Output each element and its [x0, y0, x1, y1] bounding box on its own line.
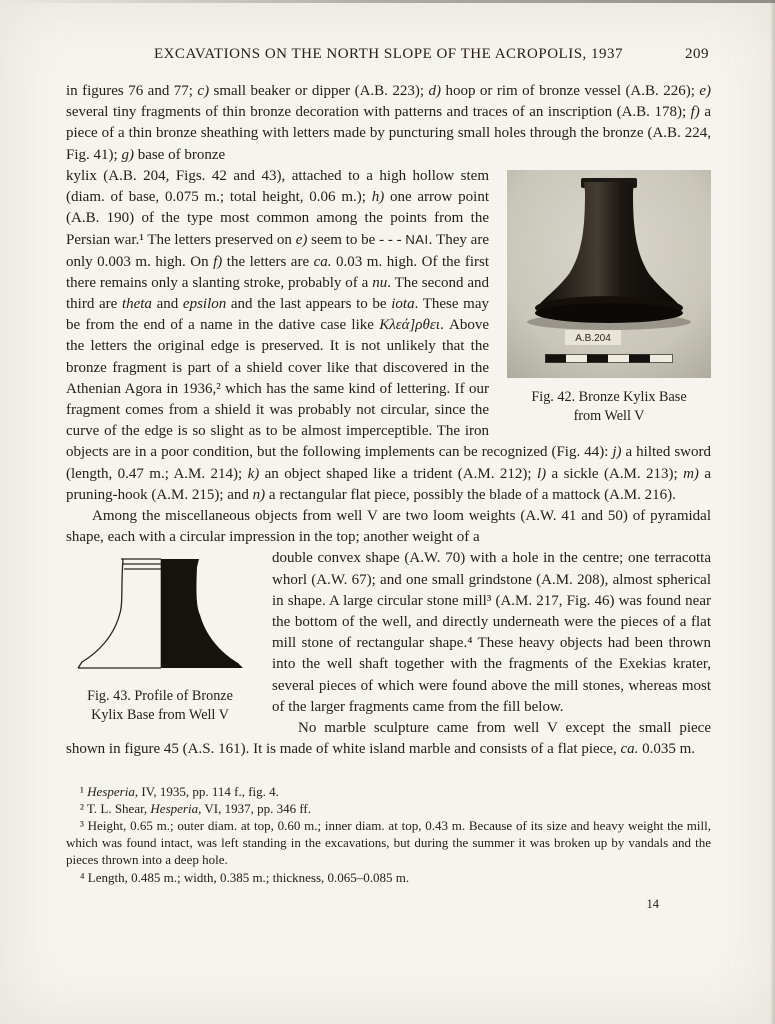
paragraph-4: double convex shape (A.W. 70) with a hole in the centre; one terracotta whorl (A.W. 67); and one small grindstone (A.M. 208), almost spherical in shape. A large circular stone mill³ (A.M. 217, Fig. 46) was found near the bottom of the well, and directly underneath were the pieces of a flat mill stone of rectangular shape.⁴ These heavy objects had been thrown into the well shaft together with the fragments of the Exekias krater, several pieces of which were found above the mill stones, whereas most of the larger fragments came from the fill below.	[272, 550, 711, 715]
paragraph-2: kylix (A.B. 204, Figs. 42 and 43), attached to a high hollow stem (diam. of base, 0.075 m.; total height, 0.06 m.); h) one arrow point (A.B. 190) of the type most common among the points from the Persian war.¹ The letters preserved on e) seem to be - - - ΝΑΙ. They are only 0.003 m. high. On f) the letters are ca. 0.03 m. high. Of the first there remains only a slanting stroke, probably of a nu. The second and third are theta and epsilon and the last appears to be iota. These may be from the end of a name in the dative case like Κλεά]ρθει. Above the letters the original edge is preserved. It is not unlikely that the bronze fragment is part of a shield cover like that discovered in the Athenian Agora in 1936,² which has the same kind of lettering. If our fragment comes from a shield it was probably not circular, since the curve of the edge is so slight as to be almost imperceptible. The iron objects are in a poor condition, but the following implements can be recognized (Fig. 44): j) a hilted sword (length, 0.47 m.; A.M. 214); k) an object shaped like a trident (A.M. 212); l) a sickle (A.M. 213); m) a pruning-hook (A.M. 215); and n) a rectangular flat piece, possibly the blade of a mattock (A.M. 216).	[66, 167, 711, 503]
footnote-2: ² T. L. Shear, Hesperia, VI, 1937, pp. 346 ff.	[80, 800, 311, 816]
photo-scale-bar	[545, 354, 673, 363]
fig42-caption-line1: Fig. 42. Bronze Kylix Base	[531, 388, 687, 405]
page-number: 209	[685, 46, 709, 62]
figure-42	[507, 170, 711, 426]
page-title: EXCAVATIONS ON THE NORTH SLOPE OF THE ACROPOLIS, 1937	[153, 46, 624, 62]
paragraph-3: Among the miscellaneous objects from well V are two loom weights (A.W. 41 and 50) of pyramidal shape, each with a circular impression in the top; another weight of a	[66, 508, 711, 546]
fig42-caption-line2: from Well V	[573, 407, 645, 424]
profile-section-right	[161, 559, 243, 668]
footnote-4: ⁴ Length, 0.485 m.; width, 0.385 m.; thickness, 0.065–0.085 m.	[80, 869, 410, 885]
figure-43	[66, 551, 254, 725]
page-header	[66, 46, 711, 63]
fig42-photo-label: A.B.204	[575, 332, 611, 344]
profile-outline-left	[78, 559, 161, 668]
fig43-caption-line1: Fig. 43. Profile of Bronze	[87, 688, 233, 705]
fig43-caption-line2: Kylix Base from Well V	[91, 707, 229, 724]
article-body	[66, 81, 711, 915]
fig43-caption	[66, 687, 254, 725]
fig42-photo	[507, 170, 711, 378]
paragraph-1: in figures 76 and 77; c) small beaker or dipper (A.B. 223); d) hoop or rim of bronze vessel (A.B. 226); e) several tiny fragments of thin bronze decoration with patterns and traces of an inscription (A.B. 178); f) a piece of a thin bronze sheathing with letters made by puncturing small holes through the bronze (A.B. 224, Fig. 41); g) base of bronze	[66, 83, 711, 163]
footnote-1: ¹ Hesperia, IV, 1935, pp. 114 f., fig. 4.	[80, 783, 279, 799]
folio-number: 14	[646, 896, 659, 911]
fig42-caption	[507, 388, 711, 426]
kylix-profile-drawing	[66, 551, 254, 681]
kylix-base-bottom	[535, 303, 683, 323]
bronze-kylix-photo-illustration	[507, 170, 711, 378]
footnote-3: ³ Height, 0.65 m.; outer diam. at top, 0.60 m.; inner diam. at top, 0.43 m. Because of its size and heavy weight the mill, which was found intact, was left standing in the excavations, but during the summer it was broken up by vandals and the pieces thrown into a deep hole.	[66, 817, 711, 868]
paragraph-5: No marble sculpture came from well V except the small piece shown in figure 45 (A.S. 161). It is made of white island marble and consists of a flat piece, ca. 0.035 m.	[66, 720, 711, 758]
fig43-drawing	[66, 551, 254, 681]
footnotes-section	[66, 783, 711, 886]
